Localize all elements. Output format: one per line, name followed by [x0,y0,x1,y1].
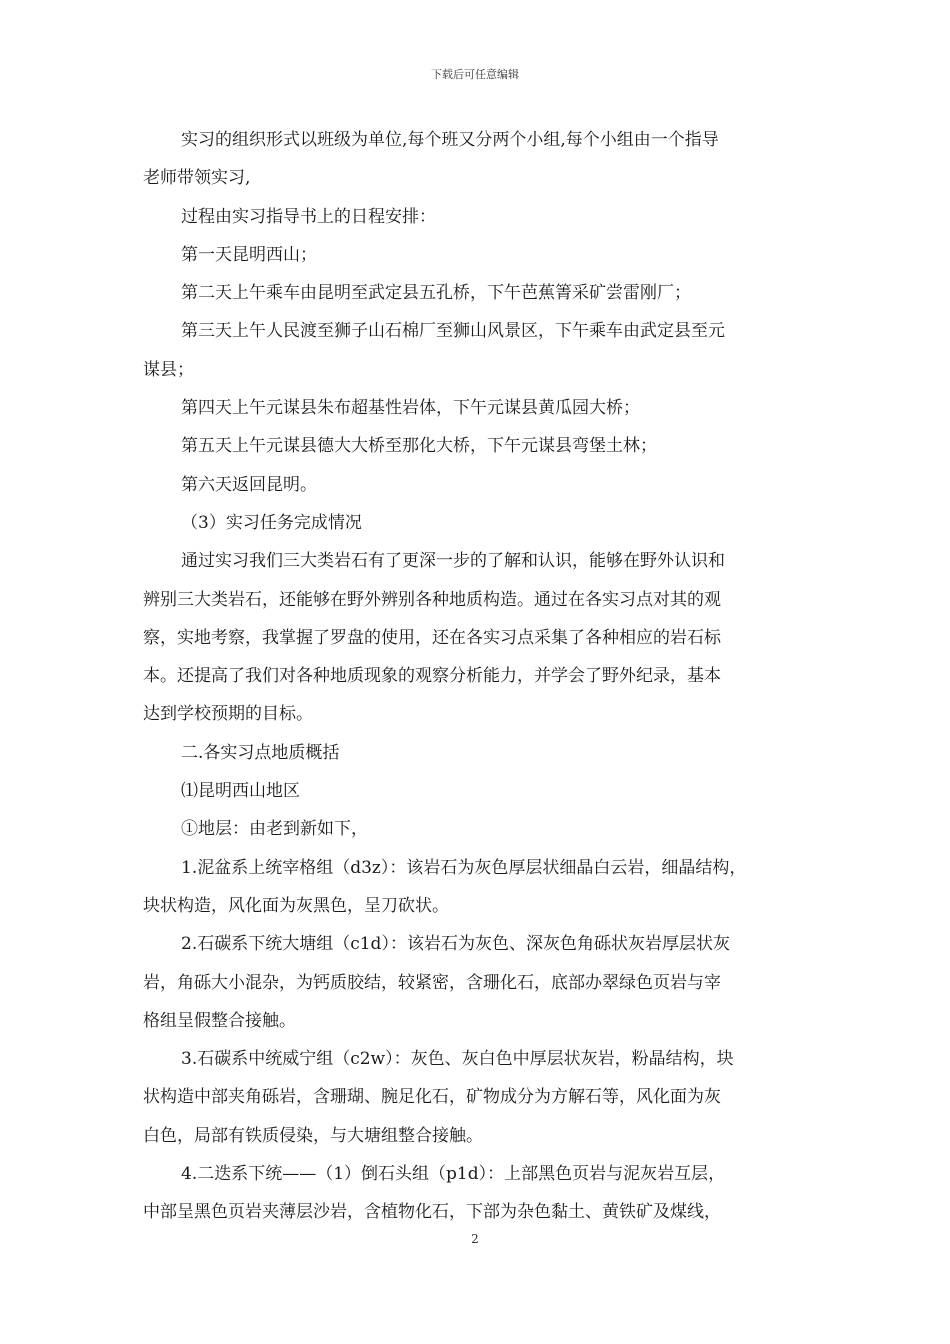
text-line: 过程由实习指导书上的日程安排： [181,206,436,227]
text-line: 达到学校预期的目标。 [143,704,313,725]
text-line: 本。还提高了我们对各种地质现象的观察分析能力，并学会了野外纪录，基本 [143,666,721,687]
text-line: 实习的组织形式以班级为单位,每个班又分两个小组,每个小组由一个指导 [181,130,719,150]
text-line: 老师带领实习, [143,168,251,189]
text-line: 块状构造，风化面为灰黑色，呈刀砍状。 [143,895,449,916]
text-line: 岩，角砾大小混杂，为钙质胶结，较紧密，含珊化石，底部办翠绿色页岩与宰 [143,972,721,993]
text-line: 通过实习我们三大类岩石有了更深一步的了解和认识，能够在野外认识和 [181,551,725,572]
text-line: 白色，局部有铁质侵染，与大塘组整合接触。 [143,1125,483,1146]
text-line: 3.石碳系中统威宁组（c2w）：灰色、灰白色中厚层状灰岩，粉晶结构，块 [181,1049,734,1070]
text-line: 第六天返回昆明。 [181,474,317,495]
page-number: 2 [471,1232,479,1246]
text-line: 2.石碳系下统大塘组（c1d）：该岩石为灰色、深灰色角砾状灰岩厚层状灰 [181,934,730,955]
text-line: 中部呈黑色页岩夹薄层沙岩，含植物化石，下部为杂色黏土、黄铁矿及煤线， [143,1202,721,1223]
text-line: 1.泥盆系上统宰格组（d3z）：该岩石为灰色厚层状细晶白云岩，细晶结构， [181,857,747,878]
text-line: 第四天上午元谋县朱布超基性岩体，下午元谋县黄瓜园大桥； [181,398,640,419]
text-line: 第三天上午人民渡至狮子山石棉厂至狮山风景区，下午乘车由武定县至元 [181,321,725,342]
text-line: 格组呈假整合接触。 [143,1010,296,1031]
text-line: 状构造中部夹角砾岩，含珊瑚、腕足化石，矿物成分为方解石等，风化面为灰 [143,1087,721,1108]
document-body [143,121,815,1232]
page-header: 下载后可任意编辑 [431,68,519,81]
text-line: 第一天昆明西山； [181,244,317,265]
text-line: ⑴昆明西山地区 [181,781,300,802]
text-line: （3）实习任务完成情况 [181,512,362,533]
text-line: 4.二迭系下统——（1）倒石头组（p1d）：上部黑色页岩与泥灰岩互层， [181,1164,726,1185]
text-line: 第二天上午乘车由昆明至武定县五孔桥，下午芭蕉箐采矿尝雷刚厂； [181,283,691,304]
text-line: 第五天上午元谋县德大大桥至那化大桥，下午元谋县弯堡土林； [181,436,657,457]
text-line: 谋县； [143,359,194,380]
text-line: 辨别三大类岩石，还能够在野外辨别各种地质构造。通过在各实习点对其的观 [143,589,721,610]
text-line: 二.各实习点地质概括 [181,742,340,763]
text-line: ①地层：由老到新如下， [181,819,368,840]
text-line: 察，实地考察，我掌握了罗盘的使用，还在各实习点采集了各种相应的岩石标 [143,627,721,648]
